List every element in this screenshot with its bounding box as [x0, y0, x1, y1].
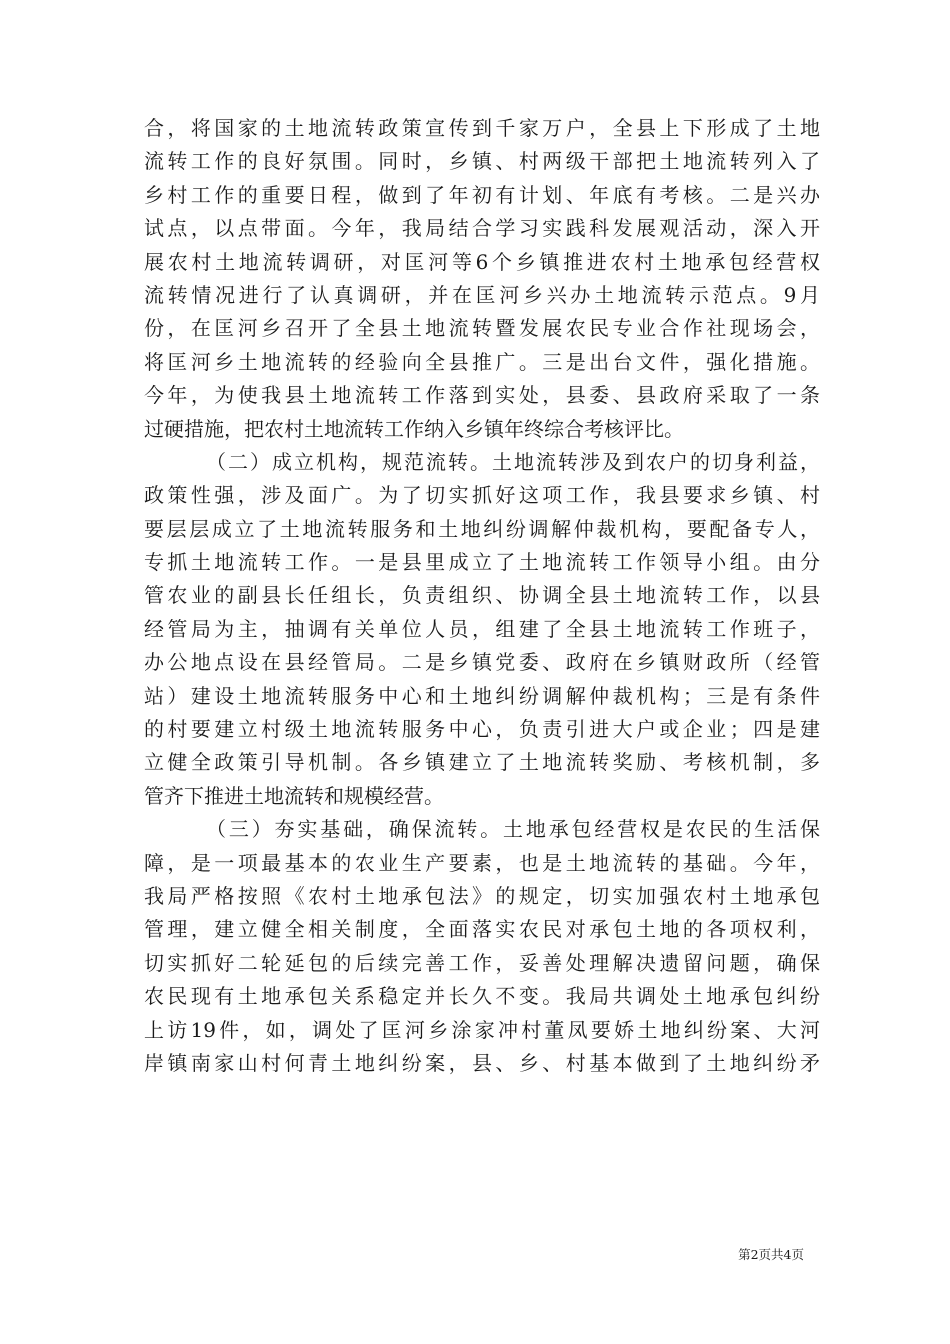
text-line: 上访19件，如，调处了匡河乡涂家冲村董凤要娇土地纠纷案、大河 — [144, 1017, 820, 1042]
text-line: 份，在匡河乡召开了全县土地流转暨发展农民专业合作社现场会， — [144, 316, 820, 341]
text-line: 要层层成立了土地流转服务和土地纠纷调解仲裁机构，要配备专人， — [144, 516, 820, 541]
text-line: 切实抓好二轮延包的后续完善工作，妥善处理解决遗留问题，确保 — [144, 950, 820, 975]
text-line: 过硬措施，把农村土地流转工作纳入乡镇年终综合考核评比。 — [144, 416, 684, 441]
text-line: 展农村土地流转调研，对匡河等6个乡镇推进农村土地承包经营权 — [144, 249, 820, 274]
text-line: 立健全政策引导机制。各乡镇建立了土地流转奖励、考核机制，多 — [144, 750, 820, 775]
text-line: 流转工作的良好氛围。同时，乡镇、村两级干部把土地流转列入了 — [144, 149, 820, 174]
text-line: 专抓土地流转工作。一是县里成立了土地流转工作领导小组。由分 — [144, 550, 820, 575]
document-body — [144, 112, 820, 1080]
paragraph-2-institutions — [144, 446, 820, 813]
text-line: 的村要建立村级土地流转服务中心，负责引进大户或企业；四是建 — [144, 717, 820, 742]
paragraph-heading-line: （二）成立机构，规范流转。土地流转涉及到农户的切身利益， — [206, 449, 820, 474]
paragraph-1-continuation — [144, 112, 820, 446]
text-line: 试点，以点带面。今年，我局结合学习实践科发展观活动，深入开 — [144, 216, 820, 241]
paragraph-heading-line: （三）夯实基础，确保流转。土地承包经营权是农民的生活保 — [206, 817, 820, 842]
text-line: 障，是一项最基本的农业生产要素，也是土地流转的基础。今年， — [144, 850, 820, 875]
text-line: 合，将国家的土地流转政策宣传到千家万户，全县上下形成了土地 — [144, 116, 820, 140]
text-line: 站）建设土地流转服务中心和土地纠纷调解仲裁机构；三是有条件 — [144, 683, 820, 708]
text-line: 政策性强，涉及面广。为了切实抓好这项工作，我县要求乡镇、村 — [144, 483, 820, 508]
text-line: 岸镇南家山村何青土地纠纷案，县、乡、村基本做到了土地纠纷矛 — [144, 1050, 820, 1075]
text-line: 管齐下推进土地流转和规模经营。 — [144, 783, 444, 808]
text-line: 管农业的副县长任组长，负责组织、协调全县土地流转工作，以县 — [144, 583, 820, 608]
paragraph-3-foundation — [144, 813, 820, 1080]
text-line: 管理，建立健全相关制度，全面落实农民对承包土地的各项权利， — [144, 917, 820, 942]
text-line: 我局严格按照《农村土地承包法》的规定，切实加强农村土地承包 — [144, 883, 820, 908]
text-line: 经管局为主，抽调有关单位人员，组建了全县土地流转工作班子， — [144, 616, 820, 641]
text-line: 农民现有土地承包关系稳定并长久不变。我局共调处土地承包纠纷 — [144, 984, 820, 1009]
text-line: 今年，为使我县土地流转工作落到实处，县委、县政府采取了一条 — [144, 383, 820, 408]
text-line: 办公地点设在县经管局。二是乡镇党委、政府在乡镇财政所（经管 — [144, 650, 820, 675]
text-line: 流转情况进行了认真调研，并在匡河乡兴办土地流转示范点。9月 — [144, 282, 820, 307]
text-line: 将匡河乡土地流转的经验向全县推广。三是出台文件，强化措施。 — [144, 349, 820, 374]
text-line: 乡村工作的重要日程，做到了年初有计划、年底有考核。二是兴办 — [144, 182, 820, 207]
page-number-footer: 第2页共4页 — [738, 1247, 804, 1262]
